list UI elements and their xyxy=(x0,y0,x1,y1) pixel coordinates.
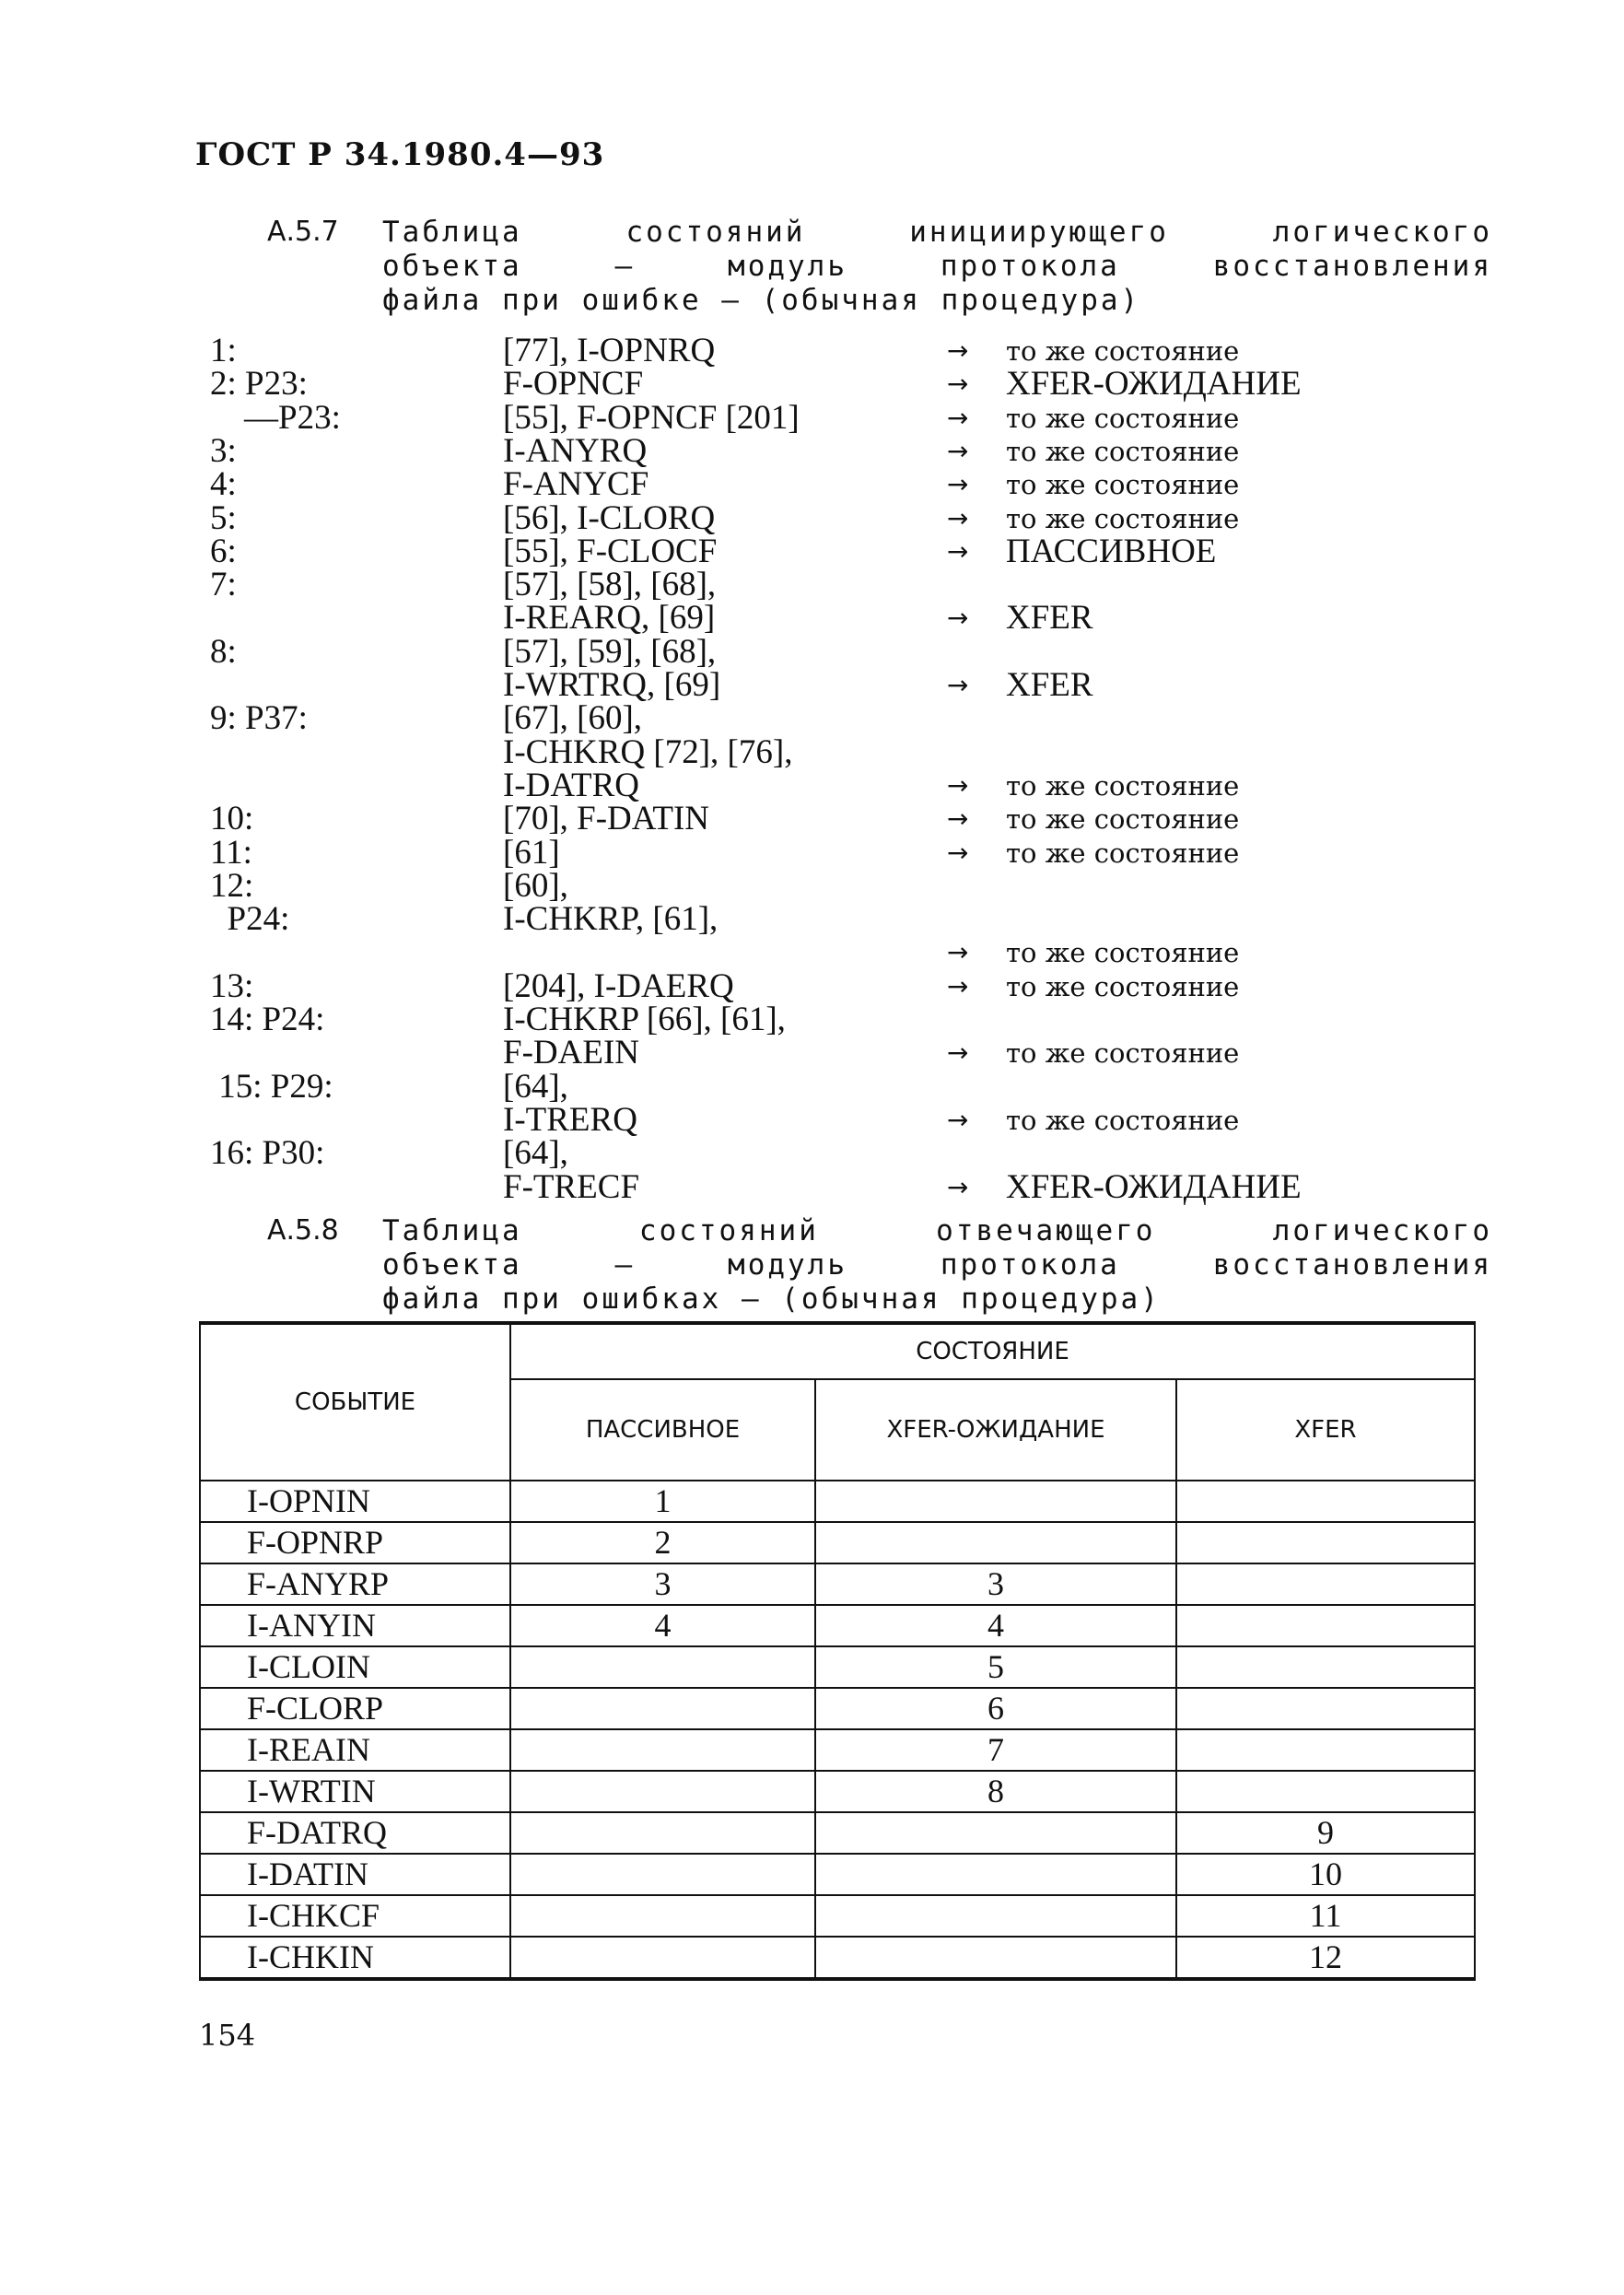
section-title-line: Таблица состояний инициирующего логического xyxy=(382,216,1492,249)
transition-label: 9: P37: xyxy=(210,699,308,738)
transition-label: 13: xyxy=(210,966,254,1005)
transition-action: [55], F-OPNCF [201] xyxy=(503,398,800,437)
table-row xyxy=(200,1771,1475,1812)
transition-action: [57], [58], [68], xyxy=(503,566,717,604)
event-cell: I-CHKCF xyxy=(200,1895,510,1937)
transition-action: [61] xyxy=(503,833,560,872)
transition-action: [56], I-CLORQ xyxy=(503,498,716,537)
transition-number-cell: 2 xyxy=(510,1522,815,1563)
event-cell: I-OPNIN xyxy=(200,1481,510,1522)
section-title-line: Таблица состояний отвечающего логического xyxy=(382,1214,1492,1247)
transition-action: F-DAEIN xyxy=(503,1034,639,1072)
table-row xyxy=(200,1729,1475,1771)
transition-action: I-ANYRQ xyxy=(503,431,648,470)
transition-row xyxy=(0,1002,1624,1037)
transition-row xyxy=(0,534,1624,569)
transition-action: [77], I-OPNRQ xyxy=(503,332,716,369)
transition-target-state: то же состояние xyxy=(1006,1037,1240,1070)
transition-label: 8: xyxy=(210,632,237,671)
arrow-icon: → xyxy=(947,369,969,400)
transition-action: [55], F-CLOCF xyxy=(503,532,718,570)
arrow-icon: → xyxy=(947,937,969,968)
transition-number-cell xyxy=(815,1522,1176,1563)
transition-action: [57], [59], [68], xyxy=(503,632,717,671)
transition-label: 2: P23: xyxy=(210,365,308,404)
arrow-icon: → xyxy=(947,603,969,634)
transition-number-cell xyxy=(1176,1563,1475,1605)
transition-action: I-CHKRP [66], [61], xyxy=(503,1001,786,1038)
column-header: XFER xyxy=(1176,1379,1475,1481)
event-cell: I-REAIN xyxy=(200,1729,510,1771)
transition-number-cell xyxy=(815,1937,1176,1979)
transition-number-cell xyxy=(1176,1771,1475,1812)
transition-target-state: то же состояние xyxy=(1006,803,1240,836)
transition-row xyxy=(0,1036,1624,1071)
section-number: А.5.7 xyxy=(267,216,339,248)
transition-number-cell: 3 xyxy=(510,1563,815,1605)
transition-row xyxy=(0,1100,1624,1139)
transition-number-cell: 11 xyxy=(1176,1895,1475,1937)
transition-target-state: XFER xyxy=(1006,599,1093,638)
arrow-icon: → xyxy=(947,803,969,835)
transition-number-cell: 4 xyxy=(510,1605,815,1646)
arrow-icon: → xyxy=(947,837,969,868)
transition-number-cell: 7 xyxy=(815,1729,1176,1771)
transition-target-state: то же состояние xyxy=(1006,402,1240,434)
transition-number-cell xyxy=(1176,1605,1475,1646)
transition-target-state: то же состояние xyxy=(1006,469,1240,501)
transition-number-cell: 10 xyxy=(1176,1854,1475,1895)
transition-number-cell: 4 xyxy=(815,1605,1176,1646)
event-cell: I-WRTIN xyxy=(200,1771,510,1812)
arrow-icon: → xyxy=(947,769,969,801)
transition-label: 6: xyxy=(210,532,237,570)
transition-number-cell: 3 xyxy=(815,1563,1176,1605)
transition-number-cell: 8 xyxy=(815,1771,1176,1812)
transition-number-cell xyxy=(1176,1729,1475,1771)
transition-number-cell: 5 xyxy=(815,1646,1176,1688)
table-row xyxy=(200,1895,1475,1937)
transition-row xyxy=(0,1067,1624,1106)
event-header: СОБЫТИЕ xyxy=(200,1323,510,1481)
transition-number-cell xyxy=(510,1688,815,1729)
table-row xyxy=(200,1854,1475,1895)
transition-action: I-DATRQ xyxy=(503,766,639,804)
transition-number-cell xyxy=(510,1812,815,1854)
arrow-icon: → xyxy=(947,402,969,433)
transition-number-cell xyxy=(510,1854,815,1895)
transition-number-cell xyxy=(510,1771,815,1812)
section-title xyxy=(382,216,1492,318)
transition-label: P24: xyxy=(210,900,290,939)
arrow-icon: → xyxy=(947,335,969,366)
transition-label: 14: P24: xyxy=(210,1001,325,1038)
transition-target-state: XFER-ОЖИДАНИЕ xyxy=(1006,1167,1302,1206)
transition-row xyxy=(0,866,1624,905)
event-cell: I-CLOIN xyxy=(200,1646,510,1688)
transition-action: [204], I-DAERQ xyxy=(503,966,734,1005)
transition-row xyxy=(0,367,1624,402)
transition-row xyxy=(0,768,1624,803)
transition-row xyxy=(0,935,1624,970)
table-row xyxy=(200,1481,1475,1522)
transition-number-cell xyxy=(815,1481,1176,1522)
transition-label: 12: xyxy=(210,866,254,905)
arrow-icon: → xyxy=(947,1104,969,1135)
arrow-icon: → xyxy=(947,670,969,700)
transition-number-cell xyxy=(1176,1688,1475,1729)
section-title-line: файла при ошибках — (обычная процедура) xyxy=(382,1282,1161,1316)
event-cell: I-DATIN xyxy=(200,1854,510,1895)
table-row xyxy=(200,1688,1475,1729)
transition-number-cell xyxy=(815,1895,1176,1937)
transition-row xyxy=(0,1136,1624,1171)
transition-label: 11: xyxy=(210,833,252,872)
transition-row xyxy=(0,668,1624,703)
transition-number-cell xyxy=(510,1895,815,1937)
transition-target-state: то же состояние xyxy=(1006,435,1240,467)
section-a58-heading xyxy=(267,1214,1492,1320)
transition-number-cell xyxy=(1176,1522,1475,1563)
event-cell: F-ANYRP xyxy=(200,1563,510,1605)
transition-row xyxy=(0,902,1624,937)
transition-label: 3: xyxy=(210,431,237,470)
transition-number-cell: 12 xyxy=(1176,1937,1475,1979)
transition-number-cell xyxy=(510,1937,815,1979)
transition-target-state: то же состояние xyxy=(1006,937,1240,969)
transition-row xyxy=(0,601,1624,636)
transition-action: [70], F-DATIN xyxy=(503,800,710,838)
transition-action: [64], xyxy=(503,1134,568,1173)
transition-action: I-CHKRP, [61], xyxy=(503,900,719,939)
transition-label: 10: xyxy=(210,800,254,838)
transition-row xyxy=(0,966,1624,1005)
section-title xyxy=(382,1214,1492,1317)
transition-number-cell: 1 xyxy=(510,1481,815,1522)
transition-target-state: XFER-ОЖИДАНИЕ xyxy=(1006,365,1302,404)
transition-number-cell xyxy=(510,1729,815,1771)
event-cell: F-DATRQ xyxy=(200,1812,510,1854)
transition-action: F-TRECF xyxy=(503,1167,640,1206)
transition-row xyxy=(0,701,1624,736)
transition-action: [67], [60], xyxy=(503,699,643,738)
transition-label: 4: xyxy=(210,465,237,504)
transition-action: F-OPNCF xyxy=(503,365,644,404)
transition-target-state: то же состояние xyxy=(1006,970,1240,1002)
transition-action: [64], xyxy=(503,1067,568,1106)
transition-label: 1: xyxy=(210,332,237,369)
transition-target-state: ПАССИВНОЕ xyxy=(1006,532,1217,570)
arrow-icon: → xyxy=(947,970,969,1001)
transition-row xyxy=(0,1167,1624,1206)
table-row xyxy=(200,1563,1475,1605)
table-row xyxy=(200,1937,1475,1979)
section-title-line: объекта — модуль протокола восстановления xyxy=(382,1248,1492,1282)
transition-number-cell xyxy=(815,1854,1176,1895)
transition-number-cell xyxy=(510,1646,815,1688)
transition-row xyxy=(0,398,1624,437)
transition-label: 7: xyxy=(210,566,237,604)
event-cell: F-OPNRP xyxy=(200,1522,510,1563)
transition-row xyxy=(0,632,1624,671)
transition-action: I-TRERQ xyxy=(503,1100,637,1139)
transition-row xyxy=(0,431,1624,470)
transition-label: —P23: xyxy=(210,398,341,437)
transition-row xyxy=(0,467,1624,502)
transition-target-state: то же состояние xyxy=(1006,335,1240,367)
page-number: 154 xyxy=(199,2018,256,2053)
document-header: ГОСТ Р 34.1980.4—93 xyxy=(195,136,605,173)
section-title-line: объекта — модуль протокола восстановления xyxy=(382,250,1492,283)
arrow-icon: → xyxy=(947,1037,969,1069)
arrow-icon: → xyxy=(947,1171,969,1202)
event-cell: F-CLORP xyxy=(200,1688,510,1729)
transition-row xyxy=(0,334,1624,369)
transition-number-cell xyxy=(1176,1481,1475,1522)
column-header: ПАССИВНОЕ xyxy=(510,1379,815,1481)
event-cell: I-CHKIN xyxy=(200,1937,510,1979)
transition-target-state: XFER xyxy=(1006,666,1093,704)
arrow-icon: → xyxy=(947,535,969,567)
transition-target-state: то же состояние xyxy=(1006,502,1240,534)
transition-number-cell xyxy=(1176,1646,1475,1688)
arrow-icon: → xyxy=(947,435,969,466)
transition-action: I-WRTRQ, [69] xyxy=(503,666,721,704)
state-table xyxy=(199,1321,1476,1981)
transition-target-state: то же состояние xyxy=(1006,837,1240,869)
transition-label: 5: xyxy=(210,498,237,537)
transition-action: F-ANYCF xyxy=(503,465,649,504)
transition-label: 15: P29: xyxy=(210,1067,333,1106)
transition-number-cell: 6 xyxy=(815,1688,1176,1729)
transition-row xyxy=(0,498,1624,537)
state-header: СОСТОЯНИЕ xyxy=(510,1323,1475,1379)
section-a57-heading xyxy=(267,216,1492,322)
transition-action: I-CHKRQ [72], [76], xyxy=(503,732,793,771)
arrow-icon: → xyxy=(947,502,969,533)
state-table-body xyxy=(200,1481,1475,1979)
table-row xyxy=(200,1605,1475,1646)
transition-row xyxy=(0,802,1624,837)
transition-target-state: то же состояние xyxy=(1006,1104,1240,1136)
event-cell: I-ANYIN xyxy=(200,1605,510,1646)
transition-row xyxy=(0,833,1624,872)
table-row xyxy=(200,1522,1475,1563)
section-number: А.5.8 xyxy=(267,1214,339,1247)
table-row xyxy=(200,1812,1475,1854)
transition-target-state: то же состояние xyxy=(1006,769,1240,802)
transition-action: [60], xyxy=(503,866,568,905)
transition-number-cell xyxy=(815,1812,1176,1854)
transition-row xyxy=(0,732,1624,771)
transition-label: 16: P30: xyxy=(210,1134,325,1173)
transition-number-cell: 9 xyxy=(1176,1812,1475,1854)
column-header: XFER-ОЖИДАНИЕ xyxy=(815,1379,1176,1481)
table-row xyxy=(200,1646,1475,1688)
arrow-icon: → xyxy=(947,469,969,500)
transition-action: I-REARQ, [69] xyxy=(503,599,716,638)
transition-row xyxy=(0,568,1624,603)
section-title-line: файла при ошибке — (обычная процедура) xyxy=(382,284,1141,317)
